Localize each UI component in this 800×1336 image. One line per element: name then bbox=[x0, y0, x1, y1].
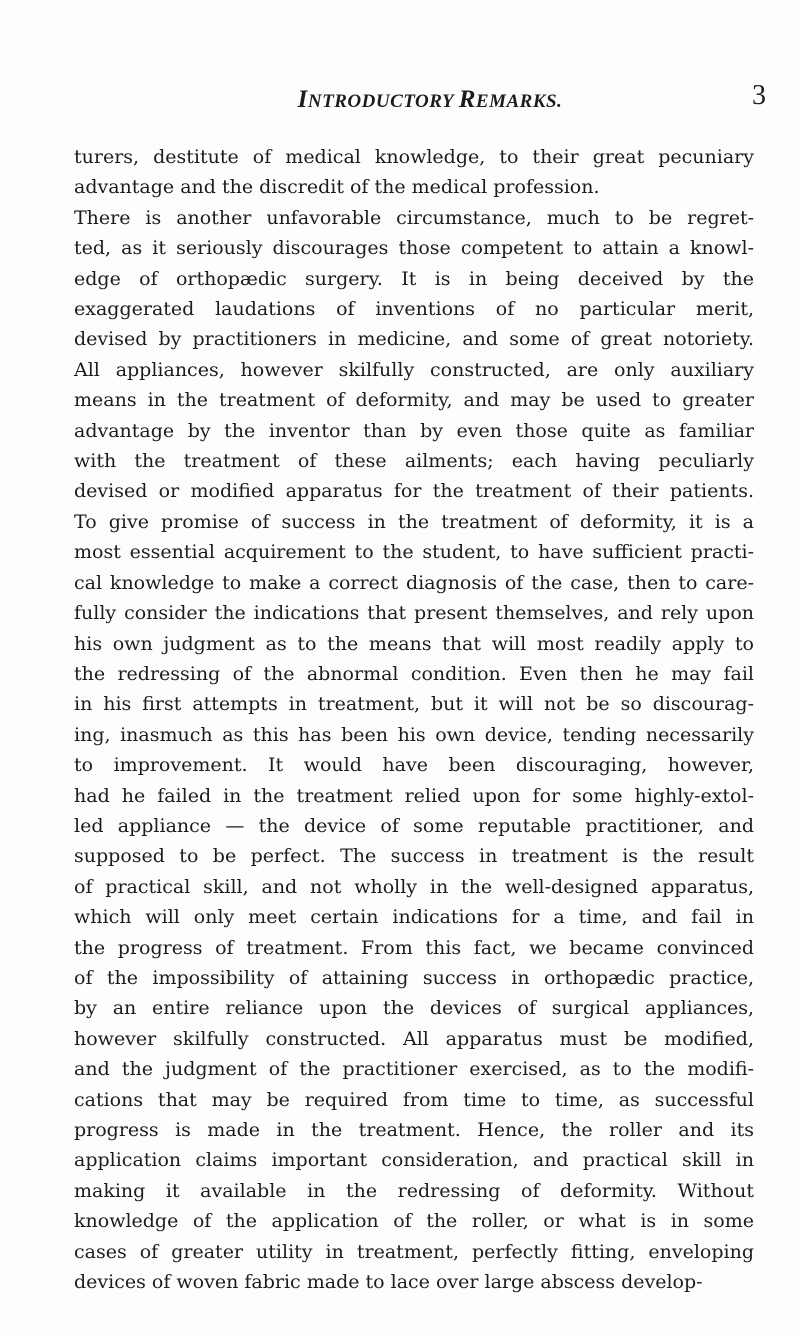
text-line: fully consider the indications that present themselves, and rely upon bbox=[74, 602, 754, 625]
text-line: cations that may be required from time to time, as successful bbox=[74, 1088, 754, 1111]
text-line: ing, inasmuch as this has been his own device, tending necessarily bbox=[74, 723, 754, 746]
text-line: advantage and the discredit of the medical profession. bbox=[74, 176, 600, 199]
text-line: his own judgment as to the means that will most readily apply to bbox=[74, 632, 754, 655]
text-line: led appliance — the device of some reputable practitioner, and bbox=[74, 814, 754, 837]
text-line: most essential acquirement to the student, to have sufficient practi- bbox=[74, 541, 754, 564]
text-line: the redressing of the abnormal condition. Even then he may fail bbox=[74, 662, 754, 685]
text-line: by an entire reliance upon the devices of surgical appliances, bbox=[74, 997, 754, 1020]
text-line: advantage by the inventor than by even those quite as familiar bbox=[74, 419, 754, 442]
text-line: of the impossibility of attaining success in orthopædic practice, bbox=[74, 966, 754, 989]
header-initial-1: I bbox=[297, 86, 308, 113]
text-line: edge of orthopædic surgery. It is in being deceived by the bbox=[74, 267, 754, 290]
text-line: means in the treatment of deformity, and may be used to greater bbox=[74, 389, 754, 412]
text-line: devised by practitioners in medicine, and some of great notoriety. bbox=[74, 328, 754, 351]
text-line: To give promise of success in the treatment of deformity, it is a bbox=[74, 510, 754, 533]
text-line: making it available in the redressing of deformity. Without bbox=[74, 1179, 754, 1202]
text-line: to improvement. It would have been discouraging, however, bbox=[74, 754, 754, 777]
text-line: knowledge of the application of the roller, or what is in some bbox=[74, 1210, 754, 1233]
text-line: however skilfully constructed. All apparatus must be modified, bbox=[74, 1027, 754, 1050]
running-header bbox=[240, 86, 620, 114]
text-line: application claims important consideration, and practical skill in bbox=[74, 1149, 754, 1172]
header-initial-2: R bbox=[458, 86, 476, 113]
text-line: of practical skill, and not wholly in the well-designed apparatus, bbox=[74, 875, 754, 898]
text-line: devices of woven fabric made to lace over large abscess develop- bbox=[74, 1271, 703, 1294]
text-line: which will only meet certain indications for a time, and fail in bbox=[74, 906, 754, 929]
text-line: had he failed in the treatment relied upon for some highly-extol- bbox=[74, 784, 754, 807]
text-line: the progress of treatment. From this fact, we became convinced bbox=[74, 936, 754, 959]
text-line: progress is made in the treatment. Hence, the roller and its bbox=[74, 1119, 754, 1141]
text-line: and the judgment of the practitioner exercised, as to the modifi- bbox=[74, 1058, 754, 1081]
text-line: There is another unfavorable circumstance, much to be regret- bbox=[74, 206, 754, 229]
text-line: with the treatment of these ailments; each having peculiarly bbox=[74, 450, 754, 473]
text-line: supposed to be perfect. The success in treatment is the result bbox=[74, 845, 754, 868]
text-line: cal knowledge to make a correct diagnosis of the case, then to care- bbox=[74, 571, 754, 594]
text-line: exaggerated laudations of inventions of no particular merit, bbox=[74, 298, 754, 321]
text-line: in his first attempts in treatment, but it will not be so discourag- bbox=[74, 693, 754, 716]
header-word-1: NTRODUCTORY bbox=[307, 91, 459, 112]
page-number: 3 bbox=[752, 80, 766, 111]
text-line: ted, as it seriously discourages those competent to attain a knowl- bbox=[74, 237, 754, 260]
header-word-2: EMARKS. bbox=[475, 91, 563, 112]
text-line: devised or modified apparatus for the treatment of their patients. bbox=[74, 480, 754, 503]
text-line: turers, destitute of medical knowledge, to their great pecuniary bbox=[74, 146, 754, 168]
body-text bbox=[74, 142, 754, 1297]
text-line: cases of greater utility in treatment, perfectly fitting, enveloping bbox=[74, 1240, 754, 1263]
text-line: All appliances, however skilfully constructed, are only auxiliary bbox=[74, 358, 754, 381]
